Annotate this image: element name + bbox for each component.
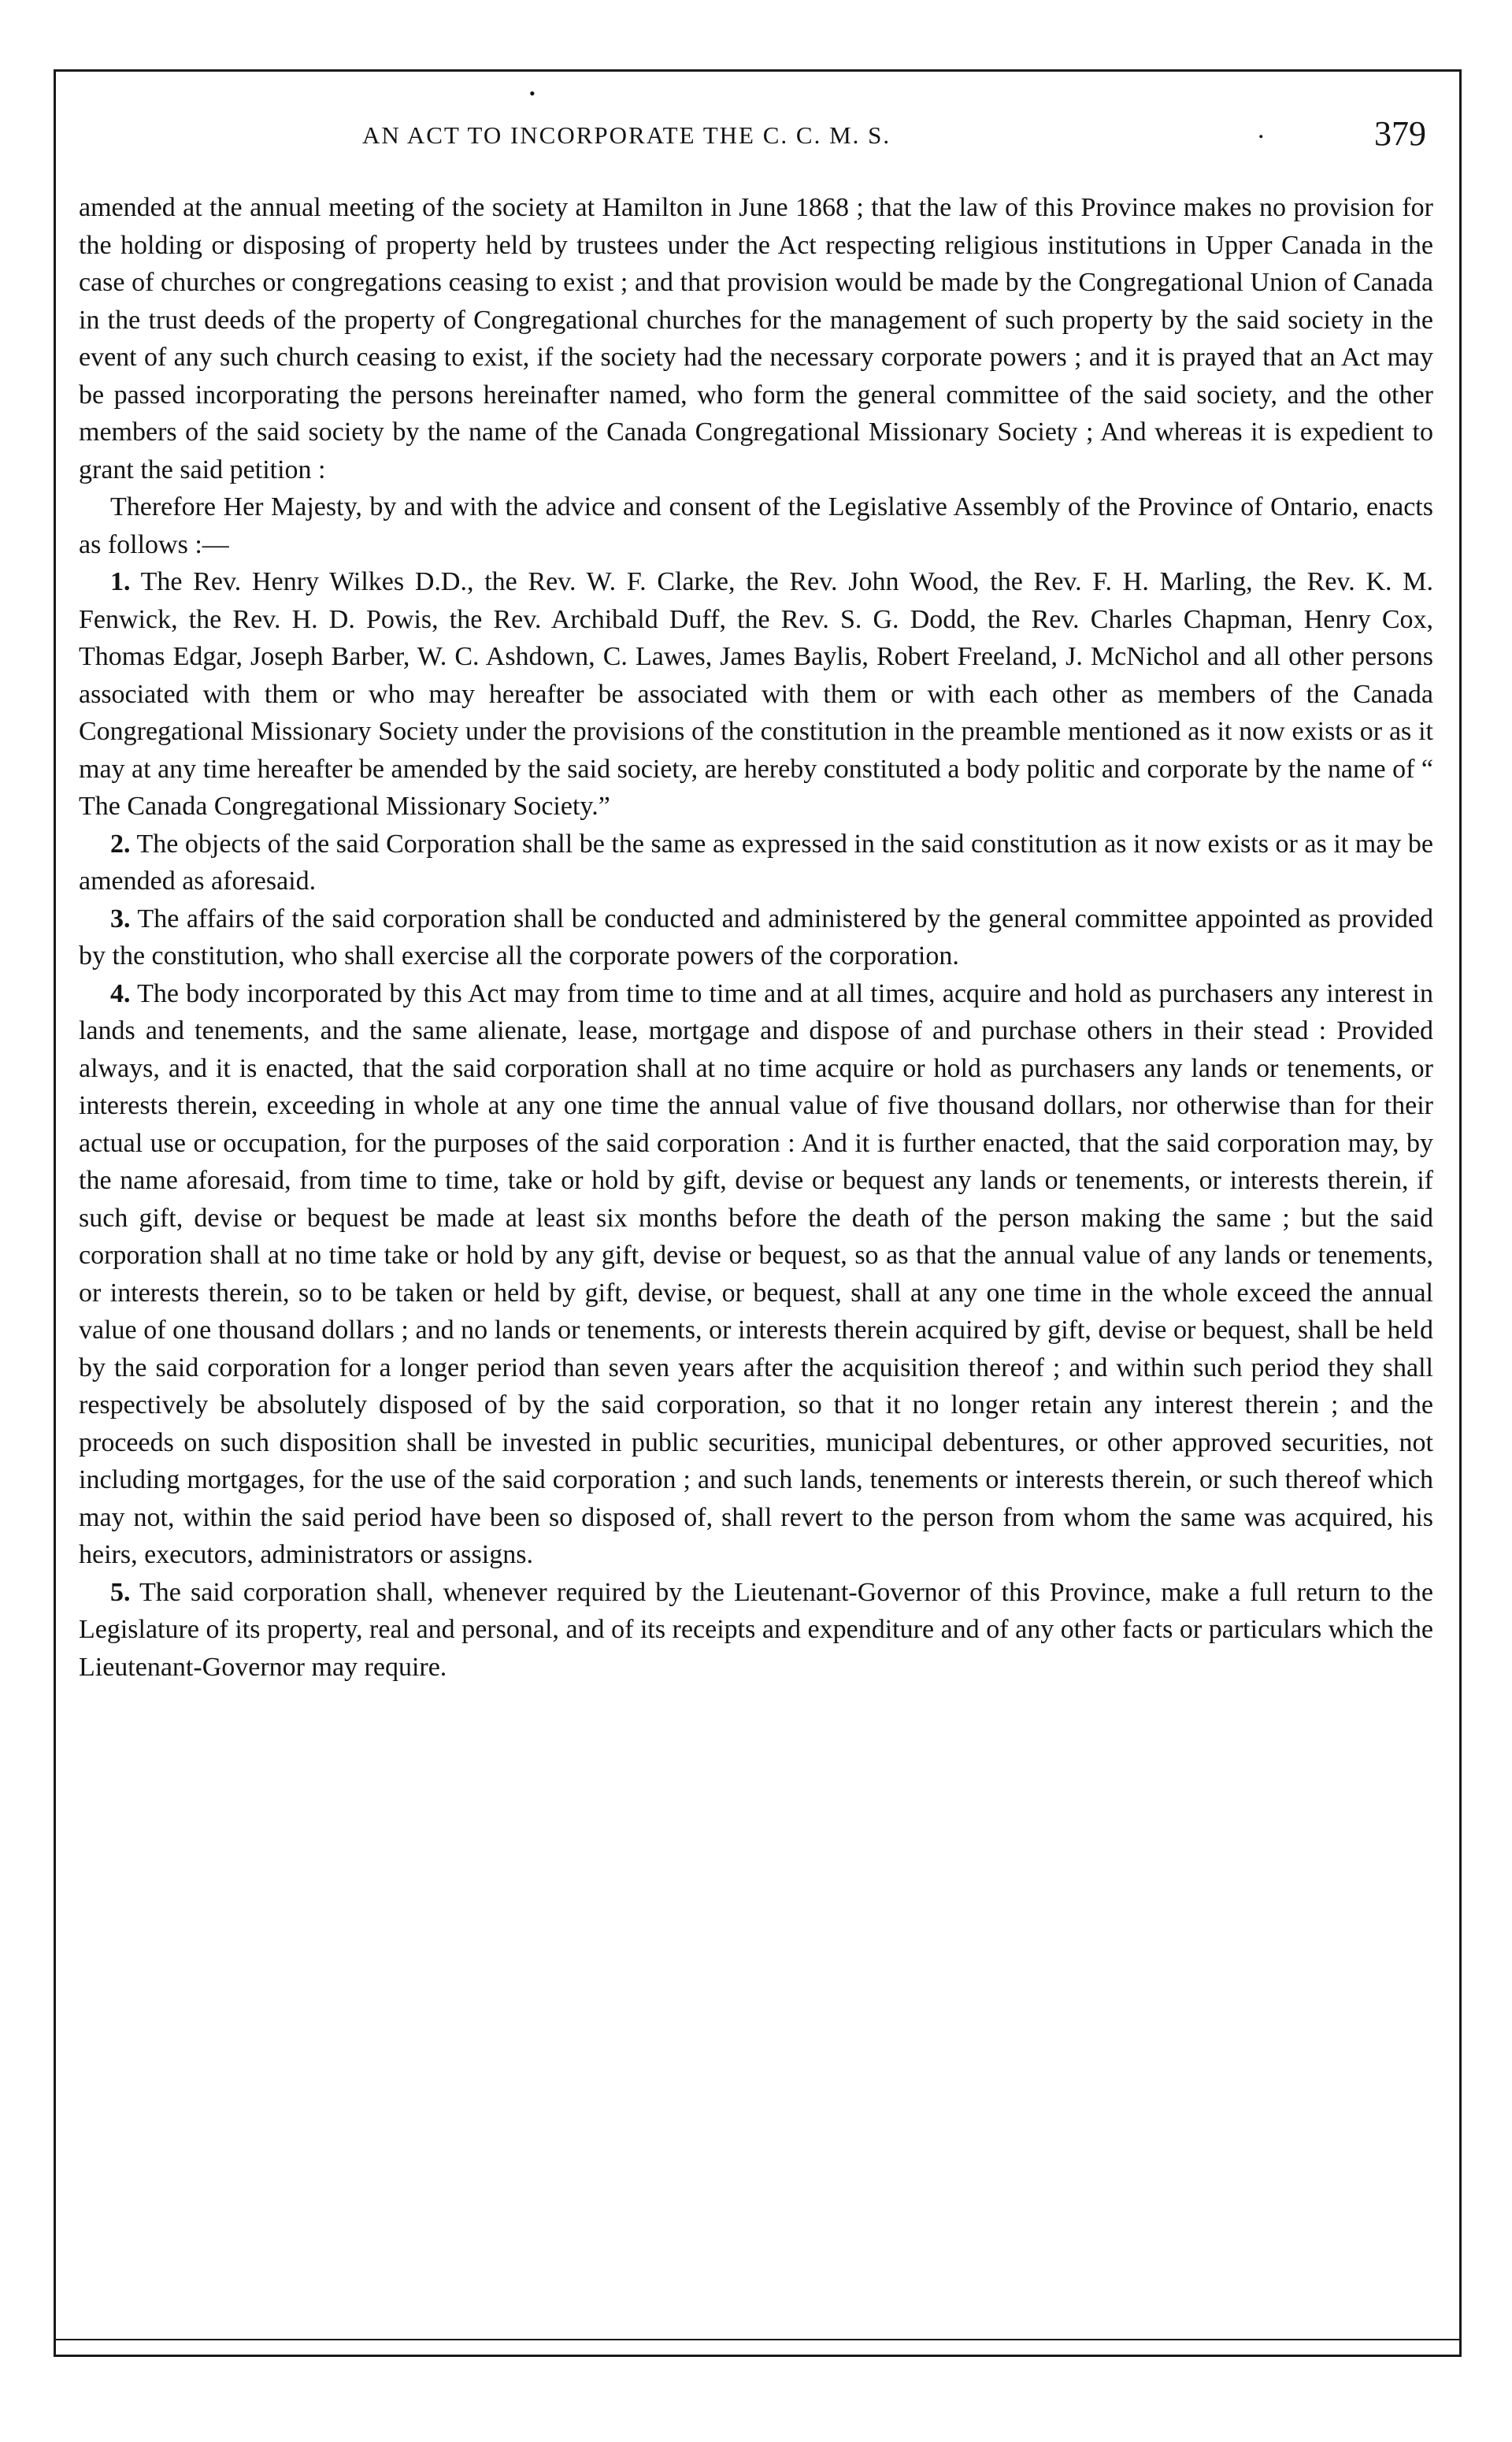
section-text: The objects of the said Corporation shall be the same as expressed in the said constitution as it now exists or as it may be amended as aforesaid. xyxy=(79,829,1433,896)
running-title: AN ACT TO INCORPORATE THE C. C. M. S. xyxy=(362,121,891,149)
page-header xyxy=(79,110,1433,158)
section-text: The said corporation shall, whenever required by the Lieutenant-Governor of this Province, make a full return to the Legislature of its property, real and personal, and of its receipts and expenditure and of any other facts or particulars which the Lieutenant-Governor may require. xyxy=(79,1577,1433,1682)
section-text: The Rev. Henry Wilkes D.D., the Rev. W. F. Clarke, the Rev. John Wood, the Rev. F. H. Marling, the Rev. K. M. Fenwick, the Rev. H. D. Powis, the Rev. Archibald Duff, the Rev. S. G. Dodd, the Rev. Charles Chapman, Henry Cox, Thomas Edgar, Joseph Barber, W. C. Ashdown, C. Lawes, James Baylis, Robert Freeland, J. McNichol and all other persons associated with them or who may hereafter be associated with them or with each other as members of the Canada Congregational Missionary Society under the provisions of the constitution in the preamble mentioned as it now exists or as it may at any time hereafter be amended by the said society, are hereby constituted a body politic and corporate by the name of “ The Canada Congregational Missionary Society.” xyxy=(79,567,1433,821)
preamble-paragraph: amended at the annual meeting of the society at Hamilton in June 1868 ; that the law of this Province makes no provision for the holding or disposing of property held by trustees under the Act respecting religious institutions in Upper Canada in the case of churches or congregations ceasing to exist ; and that provision would be made by the Congregational Union of Canada in the trust deeds of the property of Congregational churches for the management of such property by the said society in the event of any such church ceasing to exist, if the society had the necessary corporate powers ; and it is prayed that an Act may be passed incorporating the persons hereinafter named, who form the general committee of the said society, and the other members of the said society by the name of the Canada Congregational Missionary Society ; And whereas it is expedient to grant the said petition : xyxy=(79,193,1433,484)
bottom-rule xyxy=(56,2339,1459,2340)
section-number: 1. xyxy=(110,567,131,596)
section-number: 2. xyxy=(110,829,131,859)
enacting-clause: Therefore Her Majesty, by and with the advice and consent of the Legislative Assembly of the Province of Ontario, enacts as follows :— xyxy=(79,492,1433,559)
section-5 xyxy=(79,1574,1433,1687)
page-body xyxy=(79,189,1433,1686)
section-number: 4. xyxy=(110,978,131,1008)
section-number: 5. xyxy=(110,1577,131,1607)
section-4 xyxy=(79,975,1433,1574)
section-2 xyxy=(79,826,1433,900)
section-number: 3. xyxy=(110,904,131,933)
section-text: The affairs of the said corporation shall be conducted and administered by the general committee appointed as provided by the constitution, who shall exercise all the corporate powers of the corporation. xyxy=(79,904,1433,970)
top-mark: • xyxy=(529,84,536,103)
page-number: 379 xyxy=(1374,114,1426,153)
section-3 xyxy=(79,900,1433,975)
header-separator: . xyxy=(1258,115,1265,144)
section-text: The body incorporated by this Act may from time to time and at all times, acquire and hold as purchasers any interest in lands and tenements, and the same alienate, lease, mortgage and dispose of and purchase others in their stead : Provided always, and it is enacted, that the said corporation shall at no time acquire or hold as purchasers any lands or tenements, or interests therein, exceeding in whole at any one time the annual value of five thousand dollars, nor otherwise than for their actual use or occupation, for the purposes of the said corporation : And it is further enacted, that the said corporation may, by the name aforesaid, from time to time, take or hold by gift, devise or bequest any lands or tenements, or interests therein, if such gift, devise or bequest be made at least six months before the death of the person making the same ; but the said corporation shall at no time take or hold by any gift, devise or bequest, so as that the annual value of any lands or tenements, or interests therein, so to be taken or held by gift, devise, or bequest, shall at any one time in the whole exceed the annual value of one thousand dollars ; and no lands or tenements, or interests therein acquired by gift, devise or bequest, shall be held by the said corporation for a longer period than seven years after the acquisition thereof ; and within such period they shall respectively be absolutely disposed of by the said corporation, so that it no longer retain any interest therein ; and the proceeds on such disposition shall be invested in public securities, municipal debentures, or other approved securities, not including mortgages, for the use of the said corporation ; and such lands, tenements or interests therein, or such thereof which may not, within the said period have been so disposed of, shall revert to the person from whom the same was acquired, his heirs, executors, administrators or assigns. xyxy=(79,978,1434,1569)
section-1 xyxy=(79,563,1433,826)
